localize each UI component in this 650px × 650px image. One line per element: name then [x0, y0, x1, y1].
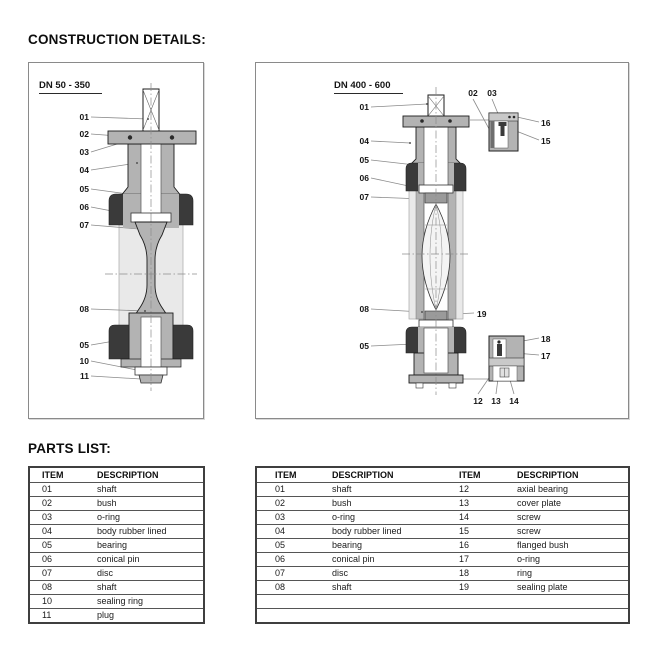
column-header-item: ITEM: [459, 469, 481, 480]
item-cell: 16: [441, 539, 511, 553]
lower-bearing-right: [173, 325, 193, 359]
item-cell: [441, 609, 511, 624]
description-cell: o-ring: [511, 553, 629, 567]
table-row: [29, 595, 204, 609]
description-cell: screw: [511, 525, 629, 539]
description-cell: [326, 609, 441, 624]
parts-table-right: [255, 466, 630, 624]
callout-18: 18: [541, 334, 551, 344]
description-cell: bush: [91, 497, 204, 511]
item-cell: 19: [441, 581, 511, 595]
o-ring-left: [128, 135, 132, 139]
construction-details-heading: CONSTRUCTION DETAILS:: [28, 32, 206, 47]
table-row: [256, 581, 629, 595]
diagram-panel-dn400-600: [255, 62, 629, 419]
item-cell: 08: [256, 581, 326, 595]
description-cell: conical pin: [326, 553, 441, 567]
item-cell: 05: [256, 539, 326, 553]
description-cell: flanged bush: [511, 539, 629, 553]
item-cell: [256, 595, 326, 609]
table-row: [29, 581, 204, 595]
diagram-panel-dn50-350: [28, 62, 204, 419]
callout-02: 02: [468, 88, 478, 98]
description-cell: o-ring: [91, 511, 204, 525]
callout-15: 15: [541, 136, 551, 146]
callout-01: 01: [79, 112, 89, 122]
callout-06: 06: [359, 173, 369, 183]
description-cell: o-ring: [326, 511, 441, 525]
table-header-row: [29, 467, 204, 483]
description-cell: disc: [326, 567, 441, 581]
callout-05: 05: [359, 155, 369, 165]
callout-07: 07: [79, 220, 89, 230]
description-cell: shaft: [91, 581, 204, 595]
column-header-item: ITEM: [42, 469, 64, 480]
callout-08: 08: [79, 304, 89, 314]
item-cell: 02: [256, 497, 326, 511]
description-cell: disc: [91, 567, 204, 581]
table-row: [29, 483, 204, 497]
item-cell: 17: [441, 553, 511, 567]
table-row: [256, 525, 629, 539]
table-row: [256, 567, 629, 581]
callout-11: 11: [80, 371, 89, 381]
description-cell: bearing: [91, 539, 204, 553]
item-cell: 01: [29, 483, 91, 497]
valve-drawing-dn400-600: [256, 63, 628, 418]
description-cell: sealing plate: [511, 581, 629, 595]
lower-bearing-left: [109, 325, 129, 359]
callout-19: 19: [477, 309, 487, 319]
item-cell: 02: [29, 497, 91, 511]
description-cell: [511, 609, 629, 624]
callout-07: 07: [359, 192, 369, 202]
callout-17: 17: [541, 351, 551, 361]
item-cell: 07: [256, 567, 326, 581]
callout-08: 08: [359, 304, 369, 314]
table-row: [29, 525, 204, 539]
item-cell: 08: [29, 581, 91, 595]
description-cell: shaft: [326, 483, 441, 497]
callout-10: 10: [79, 356, 89, 366]
parts-list-heading: PARTS LIST:: [28, 441, 111, 456]
callout-05b: 05: [79, 340, 89, 350]
table-row: [256, 553, 629, 567]
table-row: [256, 497, 629, 511]
description-cell: bearing: [326, 539, 441, 553]
column-header-description: DESCRIPTION: [332, 469, 394, 480]
callout-06: 06: [79, 202, 89, 212]
description-cell: shaft: [91, 483, 204, 497]
table-header-row: [256, 467, 629, 483]
description-cell: [511, 595, 629, 609]
table-row: [29, 567, 204, 581]
description-cell: shaft: [326, 581, 441, 595]
item-cell: 13: [441, 497, 511, 511]
dn-range-label-right: DN 400 - 600: [334, 80, 403, 94]
callout-04: 04: [79, 165, 89, 175]
callout-13: 13: [491, 396, 501, 406]
callout-02: 02: [79, 129, 89, 139]
item-cell: 06: [256, 553, 326, 567]
item-cell: [256, 609, 326, 624]
bolt-left: [416, 383, 423, 388]
description-cell: bush: [326, 497, 441, 511]
dn-range-label-left: DN 50 - 350: [39, 80, 102, 94]
callout-05: 05: [79, 184, 89, 194]
bolt-right: [449, 383, 456, 388]
table-row: [29, 609, 204, 624]
description-cell: screw: [511, 511, 629, 525]
description-cell: axial bearing: [511, 483, 629, 497]
description-cell: cover plate: [511, 497, 629, 511]
flange: [108, 131, 196, 144]
description-cell: conical pin: [91, 553, 204, 567]
item-cell: [441, 595, 511, 609]
table-row: [29, 553, 204, 567]
table-row-empty: [256, 595, 629, 609]
item-cell: 07: [29, 567, 91, 581]
item-cell: 15: [441, 525, 511, 539]
item-cell: 12: [441, 483, 511, 497]
item-cell: 10: [29, 595, 91, 609]
description-cell: sealing ring: [91, 595, 204, 609]
item-cell: 14: [441, 511, 511, 525]
description-cell: [326, 595, 441, 609]
description-cell: plug: [91, 609, 204, 624]
column-header-item: ITEM: [275, 469, 297, 480]
table-row: [256, 483, 629, 497]
column-header-description: DESCRIPTION: [517, 469, 579, 480]
table-row: [29, 497, 204, 511]
description-cell: ring: [511, 567, 629, 581]
table-row: [29, 511, 204, 525]
item-cell: 03: [29, 511, 91, 525]
table-row: [29, 539, 204, 553]
table-row: [256, 539, 629, 553]
callout-14: 14: [509, 396, 519, 406]
callout-05b: 05: [359, 341, 369, 351]
callout-01: 01: [359, 102, 369, 112]
item-cell: 01: [256, 483, 326, 497]
callout-03: 03: [487, 88, 497, 98]
column-header-description: DESCRIPTION: [97, 469, 159, 480]
callout-12: 12: [473, 396, 483, 406]
detail-inset-bottom: [489, 336, 524, 381]
table-row: [256, 511, 629, 525]
parts-table-left: [28, 466, 205, 624]
item-cell: 05: [29, 539, 91, 553]
item-cell: 04: [29, 525, 91, 539]
item-cell: 06: [29, 553, 91, 567]
callout-04: 04: [359, 136, 369, 146]
callout-16: 16: [541, 118, 551, 128]
item-cell: 03: [256, 511, 326, 525]
o-ring-left: [420, 119, 424, 123]
description-cell: body rubber lined: [91, 525, 204, 539]
table-row-empty: [256, 609, 629, 624]
description-cell: body rubber lined: [326, 525, 441, 539]
valve-drawing-dn50-350: [29, 63, 203, 418]
callout-03: 03: [79, 147, 89, 157]
o-ring-right: [170, 135, 174, 139]
o-ring-right: [448, 119, 452, 123]
item-cell: 04: [256, 525, 326, 539]
detail-inset-top: [489, 113, 518, 151]
item-cell: 18: [441, 567, 511, 581]
item-cell: 11: [29, 609, 91, 624]
